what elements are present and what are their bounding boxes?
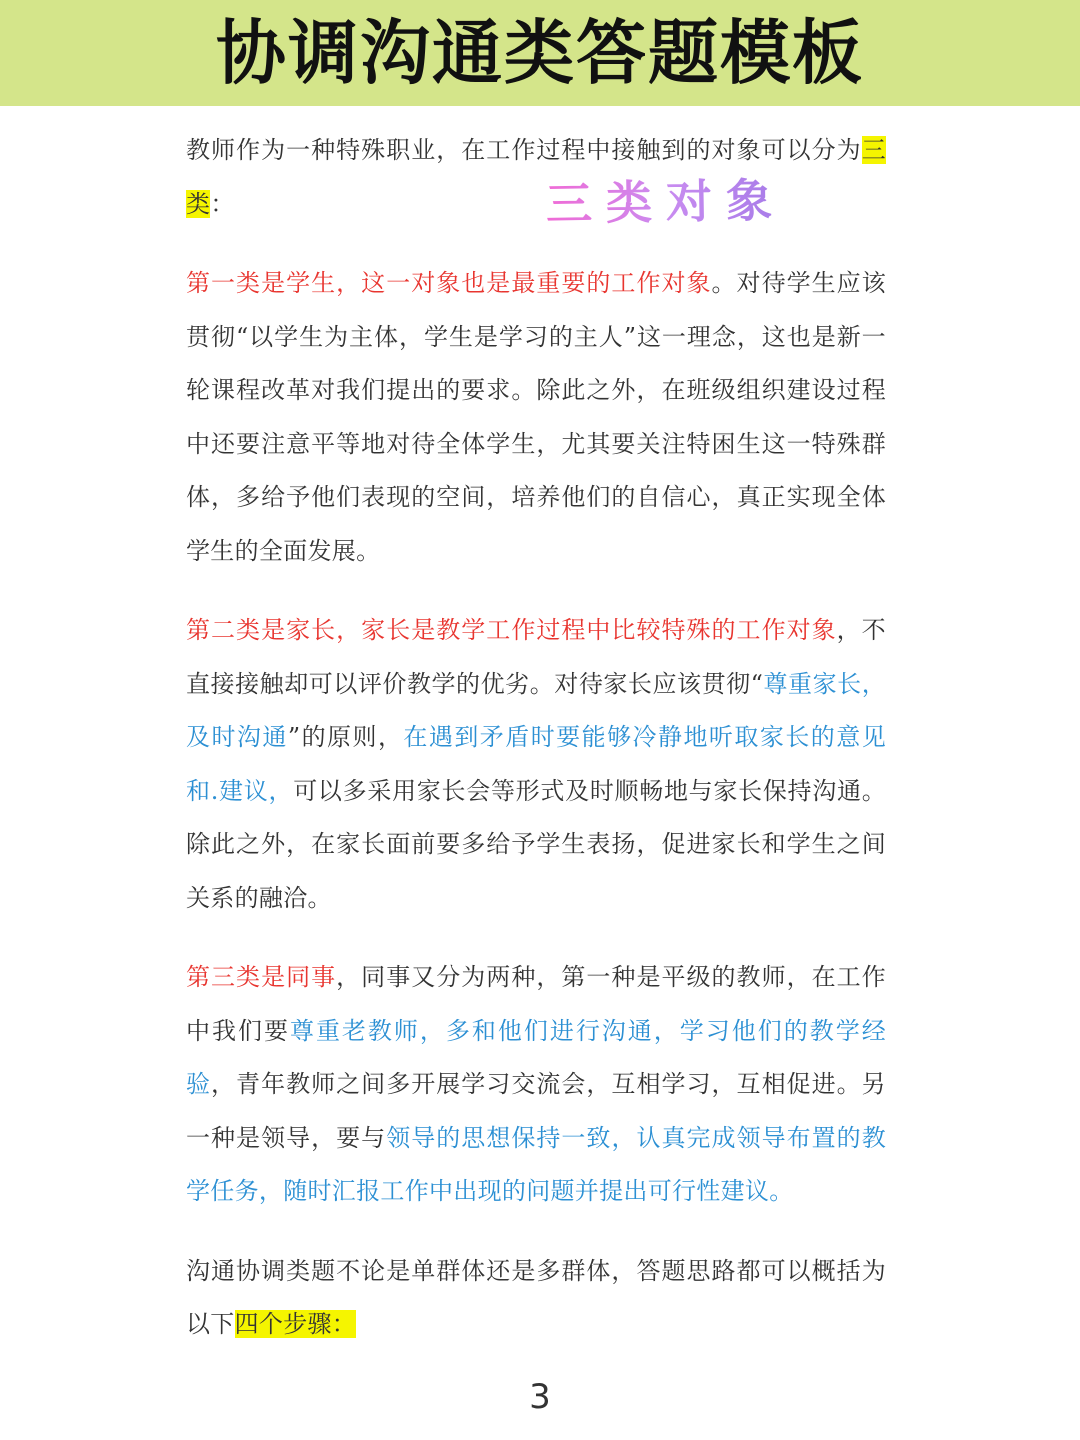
parents-principle: 尊重家长，及时沟通 (186, 669, 887, 751)
parents-text-1: ，不直接接触却可以评价教学的优劣。对待家长应该贯彻“ (186, 616, 886, 698)
colleagues-leader-advice: 领导的思想保持一致，认真完成领导布置的教学任务，随时汇报工作中出现的问题并提出可行性建议。 (186, 1123, 887, 1205)
colleagues-heading: 第三类是同事 (186, 963, 337, 991)
handwritten-annotation: 三类对象 (545, 170, 786, 234)
document-body (186, 124, 886, 1378)
intro-colon: ： (210, 189, 235, 218)
summary-paragraph (186, 1245, 886, 1352)
colleagues-text-1: ，同事又分为两种，第一种是平级的教师，在工作中我们要 (186, 963, 886, 1045)
parents-text-3: 可以多采用家长会等形式及时顺畅地与家长保持沟通。除此之外，在家长面前要多给予学生表扬，促进家长和学生之间关系的融洽。 (186, 776, 886, 912)
page-title: 协调沟通类答题模板 (216, 12, 864, 94)
summary-highlight: 四个步骤： (234, 1310, 357, 1338)
parents-text-2: ”的原则， (287, 723, 404, 751)
students-heading: 第一类是学生，这一对象也是最重要的工作对象 (186, 269, 712, 297)
students-paragraph (186, 257, 886, 578)
colleagues-text-2: ，青年教师之间多开展学习交流会，互相学习，互相促进。另一种是领导，要与 (186, 1070, 886, 1152)
summary-text: 沟通协调类题不论是单群体还是多群体，答题思路都可以概括为以下 (186, 1256, 886, 1338)
page-number: 3 (529, 1377, 551, 1417)
colleagues-senior-advice: 尊重老教师，多和他们进行沟通，学习他们的教学经验 (186, 1016, 886, 1098)
colleagues-paragraph (186, 951, 886, 1219)
parents-paragraph (186, 604, 886, 925)
intro-text: 教师作为一种特殊职业，在工作过程中接触到的对象可以分为 (186, 136, 862, 164)
intro-paragraph (186, 124, 886, 231)
parents-conflict-advice: 在遇到矛盾时要能够冷静地听取家长的意见和.建议， (186, 723, 886, 805)
students-text: 。对待学生应该贯彻“以学生为主体，学生是学习的主人”这一理念，这也是新一轮课程改革对我们提出的要求。除此之外，在班级组织建设过程中还要注意平等地对待全体学生，尤其要关注特困生这一特殊群体，多给予他们表现的空间，培养他们的自信心，真正实现全体学生的全面发展。 (186, 269, 886, 565)
intro-highlight: 三类 (186, 136, 886, 218)
parents-heading: 第二类是家长，家长是教学工作过程中比较特殊的工作对象 (186, 616, 837, 644)
title-banner (0, 0, 1080, 106)
